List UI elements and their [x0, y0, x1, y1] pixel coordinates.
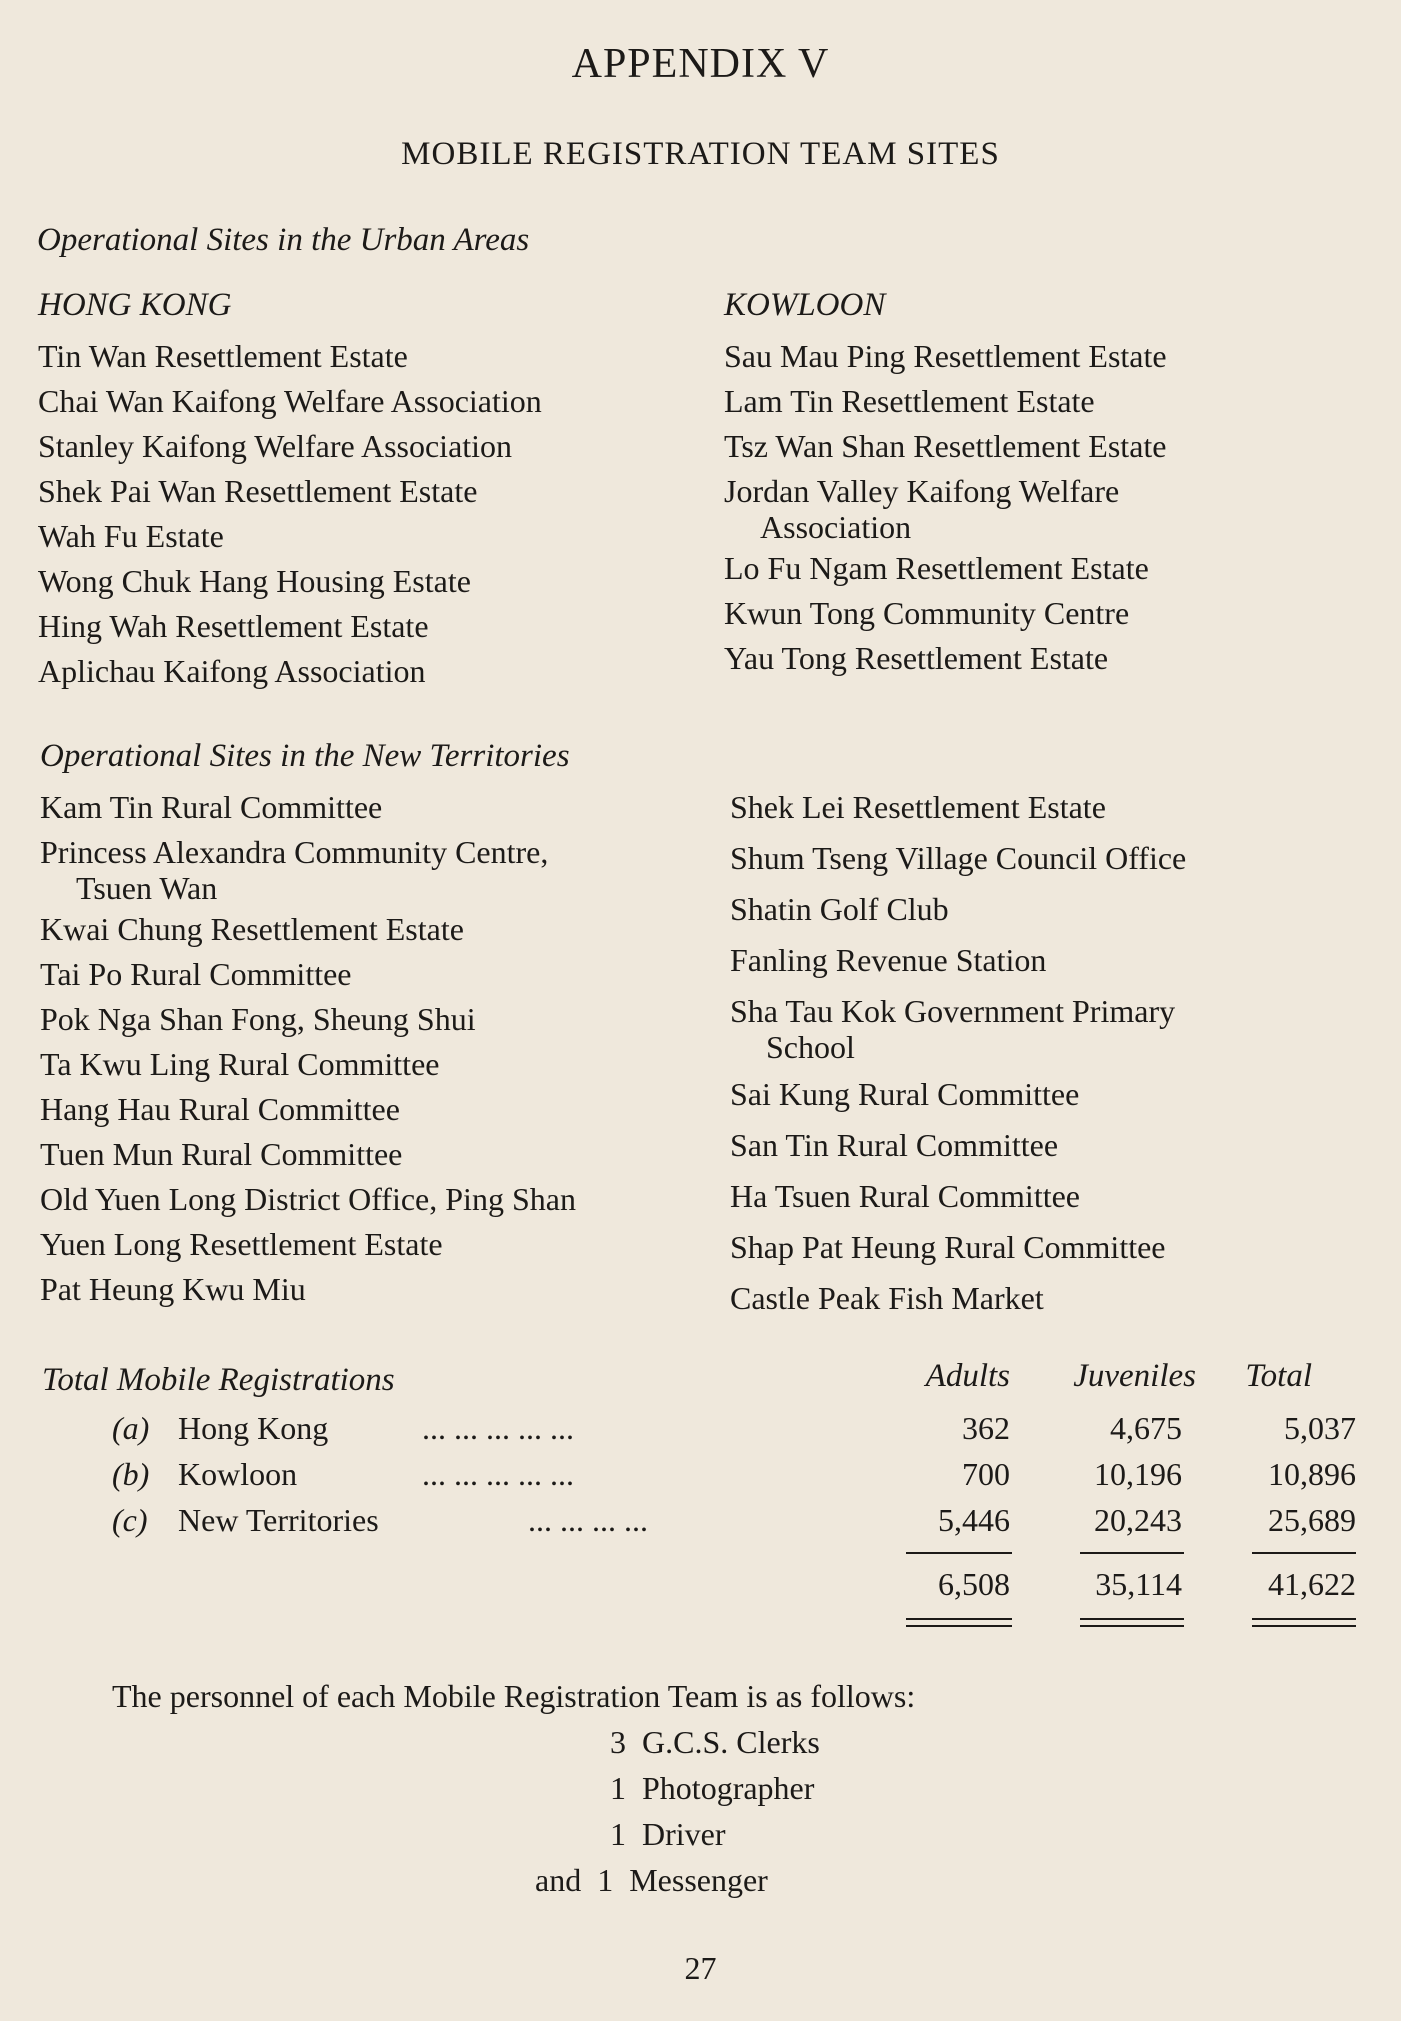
leader-dots: ... ... ... ... ...	[422, 1456, 574, 1492]
juveniles-value: 20,243	[1094, 1502, 1182, 1538]
list-item: Kwun Tong Community Centre	[724, 595, 1130, 631]
column-header-total: Total	[1245, 1358, 1312, 1394]
list-item-text: Sha Tau Kok Government Primary	[730, 993, 1176, 1029]
page-subtitle: MOBILE REGISTRATION TEAM SITES	[401, 136, 1000, 172]
list-item	[40, 832, 576, 904]
new-territories-left-list	[40, 787, 576, 1314]
row-area: New Territories	[178, 1502, 379, 1538]
list-item: Shum Tseng Village Council Office	[730, 840, 1187, 876]
juveniles-value: 4,675	[1110, 1410, 1182, 1446]
row-marker: (b)	[112, 1456, 150, 1492]
personnel-item	[610, 1770, 814, 1807]
subtotal-rule-total	[1252, 1552, 1356, 1554]
personnel-intro: The personnel of each Mobile Registration Team is as follows:	[112, 1678, 916, 1714]
list-item: Tuen Mun Rural Committee	[40, 1136, 403, 1172]
list-item: Tin Wan Resettlement Estate	[38, 338, 408, 374]
juveniles-total: 35,114	[1095, 1566, 1182, 1602]
total-value: 25,689	[1268, 1502, 1356, 1538]
list-item: Aplichau Kaifong Association	[38, 653, 426, 689]
list-item: Lo Fu Ngam Resettlement Estate	[724, 550, 1149, 586]
personnel-count: 3	[610, 1724, 626, 1760]
list-item-text: Jordan Valley Kaifong Welfare	[724, 473, 1120, 509]
personnel-prefix: and	[535, 1862, 582, 1898]
list-item: Lam Tin Resettlement Estate	[724, 383, 1095, 419]
list-item-text: Princess Alexandra Community Centre,	[40, 834, 549, 870]
list-item: Old Yuen Long District Office, Ping Shan	[40, 1181, 576, 1217]
row-area: Hong Kong	[178, 1410, 329, 1446]
total-double-rule-adults	[906, 1618, 1012, 1627]
adults-total: 6,508	[938, 1566, 1010, 1602]
list-item: San Tin Rural Committee	[730, 1127, 1059, 1163]
total-value: 10,896	[1268, 1456, 1356, 1492]
list-item: Hing Wah Resettlement Estate	[38, 608, 429, 644]
column-header-juveniles: Juveniles	[1073, 1358, 1196, 1394]
table-row	[0, 1456, 1401, 1496]
list-item: Tai Po Rural Committee	[40, 956, 352, 992]
personnel-role: Messenger	[629, 1862, 768, 1898]
personnel-count: 1	[597, 1862, 614, 1898]
list-item: Shek Pai Wan Resettlement Estate	[38, 473, 478, 509]
personnel-item	[610, 1816, 726, 1853]
list-item: Yau Tong Resettlement Estate	[724, 640, 1109, 676]
total-value: 5,037	[1284, 1410, 1356, 1446]
personnel-item	[535, 1862, 768, 1899]
list-item: Chai Wan Kaifong Welfare Association	[38, 383, 542, 419]
personnel-count: 1	[610, 1770, 626, 1806]
adults-value: 362	[962, 1410, 1010, 1446]
list-item: Tsz Wan Shan Resettlement Estate	[724, 428, 1167, 464]
leader-dots: ... ... ... ... ...	[422, 1410, 574, 1446]
personnel-item	[610, 1724, 820, 1761]
table-row	[0, 1502, 1401, 1542]
table-row-totals	[0, 1566, 1401, 1606]
adults-value: 700	[962, 1456, 1010, 1492]
table-row	[0, 1410, 1401, 1450]
list-item: Sai Kung Rural Committee	[730, 1076, 1080, 1112]
list-item: Ta Kwu Ling Rural Committee	[40, 1046, 440, 1082]
list-item	[730, 991, 1186, 1063]
appendix-title: APPENDIX V	[571, 41, 830, 87]
list-item: Yuen Long Resettlement Estate	[40, 1226, 443, 1262]
registrations-heading: Total Mobile Registrations	[42, 1362, 395, 1398]
list-item: Ha Tsuen Rural Committee	[730, 1178, 1080, 1214]
urban-areas-heading: Operational Sites in the Urban Areas	[37, 222, 530, 258]
list-item: Sau Mau Ping Resettlement Estate	[724, 338, 1167, 374]
juveniles-value: 10,196	[1094, 1456, 1182, 1492]
personnel-role: Photographer	[642, 1770, 815, 1806]
kowloon-heading: KOWLOON	[724, 287, 886, 323]
personnel-role: Driver	[642, 1816, 726, 1852]
new-territories-heading: Operational Sites in the New Territories	[40, 738, 570, 774]
column-header-adults: Adults	[925, 1358, 1010, 1394]
list-item	[724, 471, 1167, 543]
kowloon-site-list	[724, 336, 1167, 683]
hong-kong-heading: HONG KONG	[38, 287, 232, 323]
total-double-rule-juveniles	[1080, 1618, 1184, 1627]
list-item: Wah Fu Estate	[38, 518, 224, 554]
new-territories-right-list	[730, 787, 1186, 1329]
list-item: Hang Hau Rural Committee	[40, 1091, 400, 1127]
subtotal-rule-adults	[906, 1552, 1012, 1554]
list-item: Shatin Golf Club	[730, 891, 949, 927]
list-item: Wong Chuk Hang Housing Estate	[38, 563, 471, 599]
list-item: Shap Pat Heung Rural Committee	[730, 1229, 1166, 1265]
row-marker: (a)	[112, 1410, 150, 1446]
adults-value: 5,446	[938, 1502, 1010, 1538]
list-item-continuation: School	[766, 1029, 855, 1065]
page-number: 27	[684, 1950, 717, 1986]
list-item: Castle Peak Fish Market	[730, 1280, 1044, 1316]
personnel-count: 1	[610, 1816, 626, 1852]
list-item: Kam Tin Rural Committee	[40, 789, 383, 825]
list-item: Pok Nga Shan Fong, Sheung Shui	[40, 1001, 476, 1037]
list-item: Shek Lei Resettlement Estate	[730, 789, 1106, 825]
list-item: Kwai Chung Resettlement Estate	[40, 911, 464, 947]
list-item: Stanley Kaifong Welfare Association	[38, 428, 513, 464]
list-item: Fanling Revenue Station	[730, 942, 1047, 978]
list-item-continuation: Tsuen Wan	[76, 870, 218, 906]
subtotal-rule-juveniles	[1080, 1552, 1184, 1554]
personnel-role: G.C.S. Clerks	[642, 1724, 820, 1760]
total-double-rule-total	[1252, 1618, 1356, 1627]
list-item: Pat Heung Kwu Miu	[40, 1271, 306, 1307]
hong-kong-site-list	[38, 336, 542, 696]
list-item-continuation: Association	[760, 509, 912, 545]
row-area: Kowloon	[178, 1456, 298, 1492]
row-marker: (c)	[112, 1502, 148, 1538]
grand-total: 41,622	[1268, 1566, 1356, 1602]
leader-dots: ... ... ... ...	[528, 1502, 648, 1538]
